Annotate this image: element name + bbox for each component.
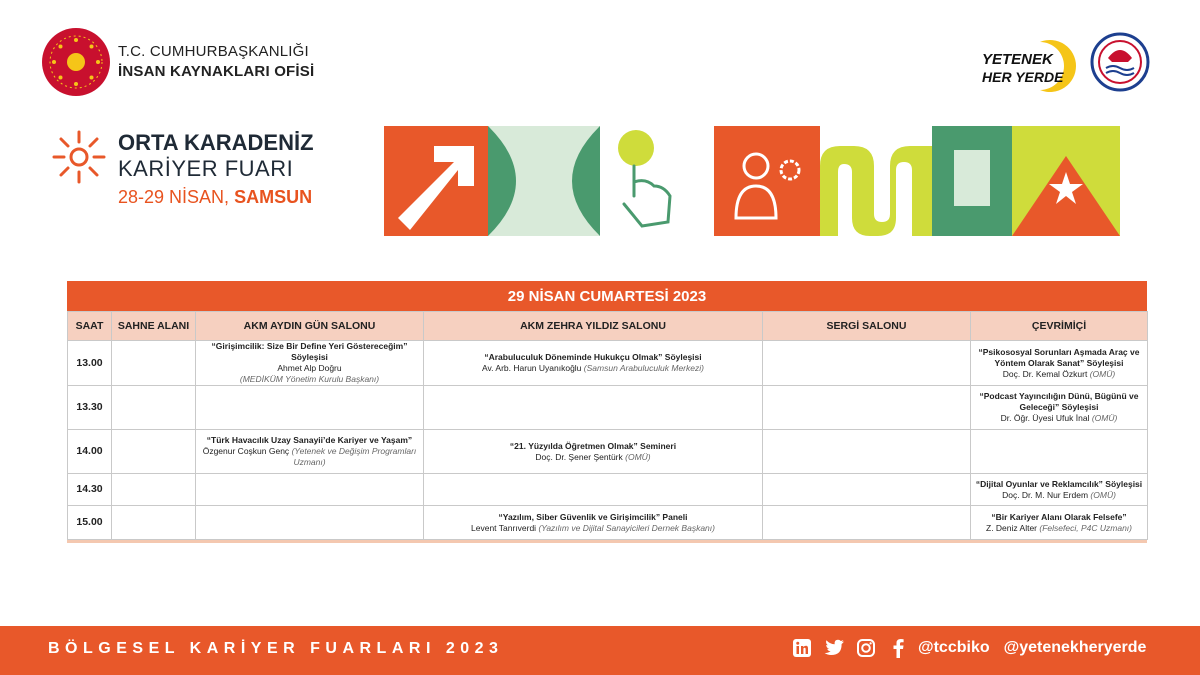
event-speaker: Ahmet Alp Doğru: [277, 363, 342, 373]
schedule-table: [67, 281, 1147, 543]
footer-handle-2[interactable]: @yetenekheryerde: [1003, 639, 1147, 656]
yetenek-logo-line2: HER YERDE: [982, 69, 1064, 85]
cell-zehra: [424, 474, 763, 506]
facebook-icon[interactable]: [886, 636, 910, 660]
cell-aydin: [196, 474, 424, 506]
event-affiliation: (OMÜ): [625, 451, 651, 462]
fair-city: SAMSUN: [234, 187, 313, 207]
event-title: “Dijital Oyunlar ve Reklamcılık” Söyleşisi: [975, 478, 1143, 489]
event-affiliation: (Yazılım ve Dijital Sanayicileri Dernek Başkanı): [538, 522, 715, 533]
event-speaker: Doç. Dr. Kemal Özkurt: [1002, 368, 1088, 379]
cell-exhibition: [763, 474, 971, 506]
table-row: [68, 430, 1148, 474]
fair-date: 28-29 NİSAN,: [118, 187, 230, 207]
col-header-exhibition: SERGİ SALONU: [763, 312, 971, 341]
table-row: [68, 386, 1148, 430]
event-affiliation: (Yetenek ve Değişim Programları Uzmanı): [291, 446, 417, 467]
table-row: [68, 474, 1148, 506]
cell-zehra: [424, 430, 763, 474]
fair-sun-icon: [50, 128, 108, 186]
event-affiliation: (MEDİKÜM Yönetim Kurulu Başkanı): [239, 374, 380, 384]
linkedin-icon[interactable]: [790, 636, 814, 660]
col-header-zehra: AKM ZEHRA YILDIZ SALONU: [424, 312, 763, 341]
social-links: [790, 636, 1146, 660]
cell-exhibition: [763, 386, 971, 430]
cell-exhibition: [763, 506, 971, 540]
university-logo: [1088, 28, 1152, 100]
row-time: 14.00: [68, 430, 112, 474]
event-speaker: Av. Arb. Harun Uyanıkoğlu: [482, 363, 582, 373]
event-affiliation: (Felsefeci, P4C Uzmanı): [1039, 522, 1132, 533]
cell-zehra: [424, 386, 763, 430]
fair-title-line1: ORTA KARADENİZ: [118, 130, 314, 155]
cell-online: [971, 474, 1148, 506]
event-title: “21. Yüzyılda Öğretmen Olmak” Semineri: [509, 440, 677, 451]
decorative-banner: [384, 126, 1120, 236]
cell-exhibition: [763, 430, 971, 474]
organization-name: [118, 42, 314, 82]
col-header-aydin: AKM AYDIN GÜN SALONU: [196, 312, 424, 341]
cell-stage: [112, 430, 196, 474]
event-speaker: Doç. Dr. M. Nur Erdem: [1002, 489, 1089, 500]
row-time: 15.00: [68, 506, 112, 540]
footer-handle-1[interactable]: @tccbiko: [918, 639, 990, 656]
instagram-icon[interactable]: [854, 636, 878, 660]
cell-zehra: [424, 341, 763, 386]
schedule-header-row: [68, 312, 1148, 341]
table-bottom-border: [67, 540, 1147, 543]
twitter-icon[interactable]: [822, 636, 846, 660]
event-title: “Bir Kariyer Alanı Olarak Felsefe”: [991, 511, 1127, 522]
cell-aydin: [196, 430, 424, 474]
event-speaker: Z. Deniz Alter: [986, 522, 1038, 533]
cell-zehra: [424, 506, 763, 540]
yetenek-logo-line1: YETENEK: [982, 51, 1053, 68]
fair-date-location: [118, 184, 314, 210]
col-header-online: ÇEVRİMİÇİ: [971, 312, 1148, 341]
col-header-stage: SAHNE ALANI: [112, 312, 196, 341]
row-time: 13.30: [68, 386, 112, 430]
event-affiliation: (OMÜ): [1090, 489, 1116, 500]
cell-online: [971, 506, 1148, 540]
event-title: “Arabuluculuk Döneminde Hukukçu Olmak” Söyleşisi: [484, 352, 702, 362]
footer-bar: [0, 626, 1200, 675]
cell-aydin: [196, 341, 424, 386]
event-title: “Türk Havacılık Uzay Sanayii’de Kariyer ve Yaşam”: [206, 435, 413, 445]
cell-exhibition: [763, 341, 971, 386]
event-affiliation: (Samsun Arabuluculuk Merkezi): [583, 363, 704, 373]
table-row: [68, 506, 1148, 540]
fair-title-line2: KARİYER FUARI: [118, 156, 294, 181]
event-speaker: Doç. Dr. Şener Şentürk: [535, 451, 623, 462]
row-time: 13.00: [68, 341, 112, 386]
schedule-title: 29 NİSAN CUMARTESİ 2023: [67, 281, 1147, 311]
cell-online: [971, 341, 1148, 386]
event-title: “Psikososyal Sorunları Aşmada Araç ve Yöntem Olarak Sanat” Söyleşisi: [978, 346, 1140, 368]
presidency-seal-logo: [42, 28, 110, 96]
event-title: “Yazılım, Siber Güvenlik ve Girişimcilik” Paneli: [498, 511, 688, 522]
cell-online: [971, 386, 1148, 430]
yetenek-her-yerde-logo: [978, 38, 1078, 94]
event-affiliation: (OMÜ): [1089, 368, 1116, 379]
org-line-2: İNSAN KAYNAKLARI OFİSİ: [118, 63, 315, 80]
col-header-time: SAAT: [68, 312, 112, 341]
cell-online: [971, 430, 1148, 474]
cell-stage: [112, 506, 196, 540]
cell-stage: [112, 474, 196, 506]
schedule-grid: [67, 311, 1148, 540]
org-line-1: T.C. CUMHURBAŞKANLIĞI: [118, 43, 309, 60]
event-speaker: Dr. Öğr. Üyesi Ufuk İnal: [1000, 413, 1090, 423]
event-title: “Girişimcilik: Size Bir Define Yeri Göstereceğim” Söyleşisi: [211, 341, 408, 362]
cell-aydin: [196, 506, 424, 540]
event-speaker: Özgenur Coşkun Genç: [202, 446, 290, 456]
cell-aydin: [196, 386, 424, 430]
footer-title: BÖLGESEL KARİYER FUARLARI 2023: [48, 640, 504, 657]
cell-stage: [112, 341, 196, 386]
fair-title: [118, 130, 314, 210]
event-affiliation: (OMÜ): [1091, 413, 1118, 423]
cell-stage: [112, 386, 196, 430]
table-row: [68, 341, 1148, 386]
event-speaker: Levent Tanrıverdi: [471, 522, 537, 533]
event-title: “Podcast Yayıncılığın Dünü, Bügünü ve Geleceği” Söyleşisi: [979, 391, 1139, 412]
row-time: 14.30: [68, 474, 112, 506]
